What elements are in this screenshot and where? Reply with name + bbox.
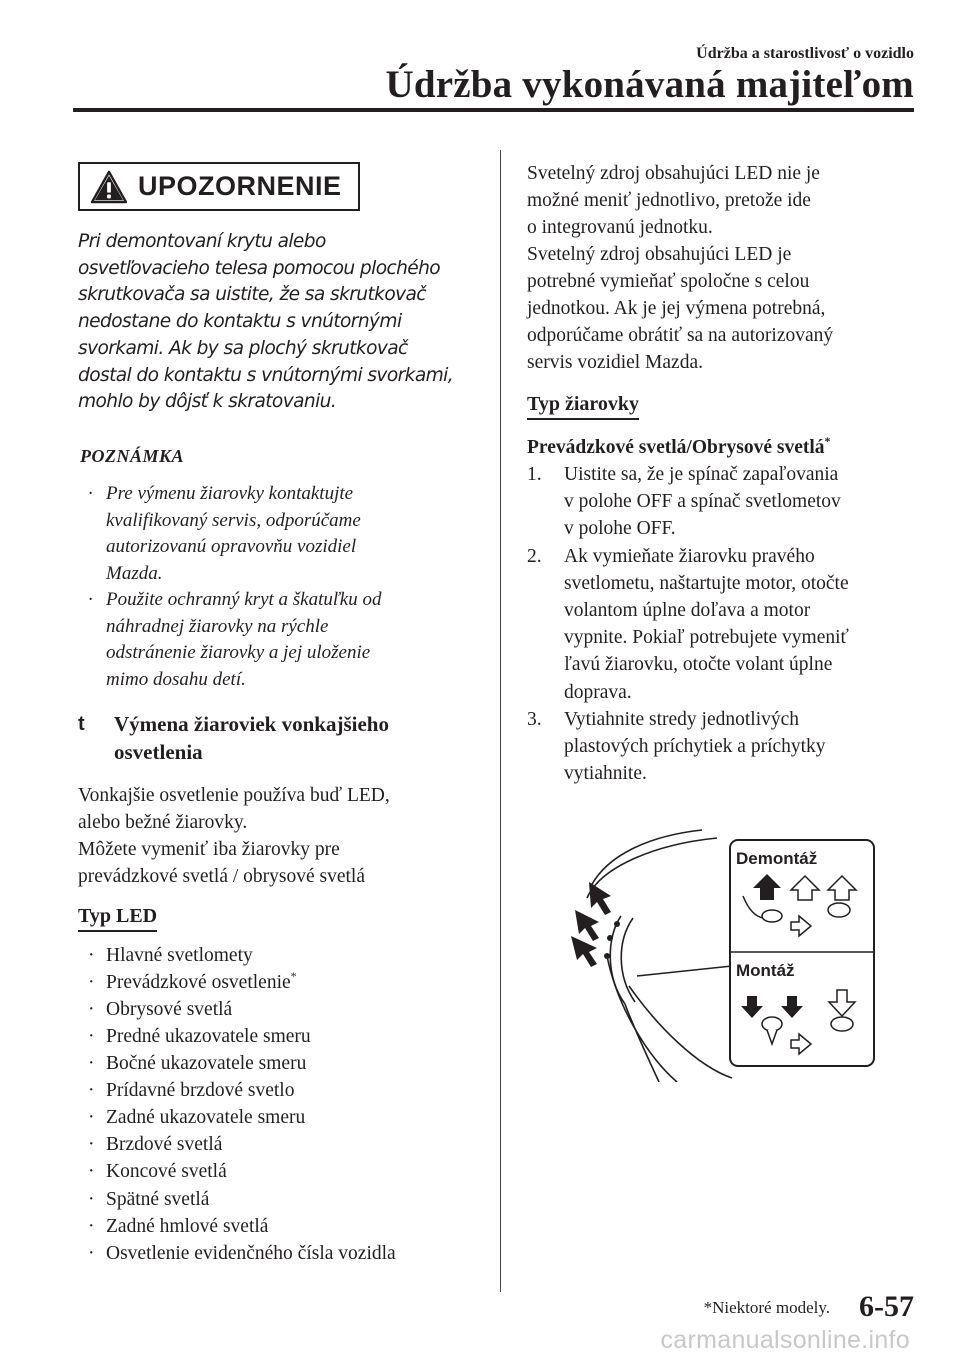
text-line: možné meniť jednotlivo, pretože ide bbox=[527, 190, 811, 211]
note-line: autorizovanú opravovňu vozidiel bbox=[106, 536, 357, 558]
led-list-item bbox=[78, 1158, 478, 1185]
text-line: potrebné vymieňať spoločne s celou bbox=[527, 271, 810, 292]
led-item-text: Bočné ukazovatele smeru bbox=[106, 1053, 307, 1075]
right-column bbox=[527, 160, 917, 787]
note-line: Použite ochranný kryt a škatuľku od bbox=[106, 589, 382, 611]
led-item-text: Hlavné svetlomety bbox=[106, 944, 253, 966]
step-line: vypnite. Pokiaľ potrebujete vymeniť bbox=[564, 627, 849, 649]
text-line: Vonkajšie osvetlenie používa buď LED, bbox=[78, 784, 390, 806]
led-list-item bbox=[78, 1104, 478, 1131]
bulb-paragraph bbox=[78, 836, 478, 890]
bullet: · bbox=[88, 1188, 95, 1210]
warning-line: dostal do kontaktu s vnútornými svorkami, bbox=[78, 364, 454, 386]
led-item-text: Osvetlenie evidenčného čísla vozidla bbox=[106, 1242, 396, 1264]
led-list-item bbox=[78, 1131, 478, 1158]
footnote: *Niektoré modely. bbox=[703, 1298, 830, 1317]
led-item-text: Koncové svetlá bbox=[106, 1161, 227, 1183]
warning-line: svorkami. Ak by sa plochý skrutkovač bbox=[78, 337, 408, 359]
bullet: · bbox=[88, 1053, 95, 1075]
step-line: Vytiahnite stredy jednotlivých bbox=[564, 708, 800, 730]
bullet: · bbox=[88, 1025, 95, 1047]
column-divider bbox=[500, 150, 501, 1292]
note-line: odstránenie žiarovky a jej uloženie bbox=[106, 642, 371, 664]
warning-line: nedostane do kontaktu s vnútornými bbox=[78, 311, 402, 333]
footnote-asterisk: * bbox=[290, 968, 297, 983]
remove-label: Demontáž bbox=[736, 849, 818, 868]
text-line: Môžete vymeniť iba žiarovky pre bbox=[78, 838, 340, 860]
text-line: servis vozidiel Mazda. bbox=[527, 352, 703, 373]
procedure-step bbox=[527, 461, 917, 543]
led-list-item bbox=[78, 942, 478, 969]
led-item-text: Zadné hmlové svetlá bbox=[106, 1215, 269, 1237]
led-item-text: Spätné svetlá bbox=[106, 1188, 210, 1210]
step-line: Uistite sa, že je spínač zapaľovania bbox=[564, 464, 839, 485]
procedure-heading-text: Prevádzkové svetlá/Obrysové svetlá bbox=[527, 437, 825, 458]
section-marker: t bbox=[78, 712, 85, 735]
warning-box bbox=[78, 162, 360, 211]
bullet: · bbox=[88, 1215, 95, 1237]
note-line: kvalifikovaný servis, odporúčame bbox=[106, 509, 361, 531]
led-item-text: Predné ukazovatele smeru bbox=[106, 1025, 311, 1047]
led-item-text: Brzdové svetlá bbox=[106, 1134, 223, 1156]
note-item bbox=[78, 587, 478, 693]
page-title: Údržba vykonávaná majiteľom bbox=[385, 63, 914, 106]
step-line: plastových príchytiek a príchytky bbox=[564, 736, 826, 758]
warning-line: mohlo by dôjsť k skratovaniu. bbox=[78, 391, 337, 413]
warning-line: osvetľovacieho telesa pomocou plochého bbox=[78, 257, 441, 279]
step-line: doprava. bbox=[564, 681, 632, 703]
led-info-paragraph bbox=[527, 160, 917, 241]
watermark: carmanualsonline.info bbox=[660, 1326, 910, 1354]
bullet: · bbox=[88, 1161, 95, 1183]
step-line: volantom úplne doľava a motor bbox=[564, 600, 811, 622]
led-list-item bbox=[78, 996, 478, 1023]
section-title-line: osvetlenia bbox=[114, 739, 203, 764]
text-line: odporúčame obrátiť sa na autorizovaný bbox=[527, 325, 834, 346]
clip-removal-illustration bbox=[567, 826, 879, 1082]
note-item bbox=[78, 481, 478, 587]
text-line: o integrovanú jednotku. bbox=[527, 217, 713, 238]
note-list bbox=[78, 481, 478, 694]
led-list-item bbox=[78, 1240, 478, 1267]
procedure-steps bbox=[527, 461, 917, 787]
page-number: 6-57 bbox=[859, 1290, 914, 1323]
header-rule bbox=[73, 108, 914, 112]
step-line: Ak vymieňate žiarovku pravého bbox=[564, 545, 815, 567]
step-number: 1. bbox=[527, 464, 542, 485]
step-number: 3. bbox=[527, 708, 542, 730]
clip-dots bbox=[604, 921, 620, 959]
led-item-text: Zadné ukazovatele smeru bbox=[106, 1107, 306, 1129]
step-line: v polohe OFF. bbox=[564, 518, 676, 540]
procedure-step bbox=[527, 543, 917, 706]
led-list-item bbox=[78, 1050, 478, 1077]
step-line: svetlometu, naštartujte motor, otočte bbox=[564, 572, 849, 594]
bullet: · bbox=[88, 1080, 95, 1102]
led-list-item bbox=[78, 1213, 478, 1240]
led-list-item bbox=[78, 969, 478, 996]
text-line: Svetelný zdroj obsahujúci LED je bbox=[527, 244, 792, 265]
note-title: POZNÁMKA bbox=[80, 445, 185, 466]
step-line: vytiahnite. bbox=[564, 763, 647, 785]
clip-instruction-panel bbox=[730, 840, 874, 1066]
warning-line: skrutkovača sa uistite, že sa skrutkovač bbox=[78, 284, 426, 306]
text-line: alebo bežné žiarovky. bbox=[78, 811, 248, 833]
chapter-title: Údržba a starostlivosť o vozidlo bbox=[696, 45, 914, 62]
led-item-text: Prevádzkové osvetlenie bbox=[106, 971, 291, 993]
step-line: ľavú žiarovku, otočte volant úplne bbox=[564, 654, 833, 676]
footnote-asterisk: * bbox=[824, 434, 831, 448]
warning-label: UPOZORNENIE bbox=[138, 171, 342, 201]
intro-paragraph bbox=[78, 782, 478, 836]
section-heading bbox=[78, 710, 478, 766]
text-line: prevádzkové svetlá / obrysové svetlá bbox=[78, 865, 365, 887]
led-replace-paragraph bbox=[527, 241, 917, 376]
led-list-item bbox=[78, 1186, 478, 1213]
procedure-heading bbox=[527, 434, 917, 461]
bullet: · bbox=[88, 1134, 95, 1156]
step-number: 2. bbox=[527, 545, 542, 567]
led-list-item bbox=[78, 1077, 478, 1104]
bulb-type-heading: Typ žiarovky bbox=[527, 392, 639, 420]
bullet: · bbox=[88, 589, 93, 611]
led-item-text: Prídavné brzdové svetlo bbox=[106, 1080, 295, 1102]
bullet: · bbox=[88, 998, 95, 1020]
led-type-heading: Typ LED bbox=[78, 904, 157, 932]
install-label: Montáž bbox=[736, 961, 795, 980]
step-line: v polohe OFF a spínač svetlometov bbox=[564, 491, 841, 513]
note-line: mimo dosahu detí. bbox=[106, 669, 246, 691]
bullet: · bbox=[88, 944, 95, 966]
warning-line: Pri demontovaní krytu alebo bbox=[78, 231, 326, 252]
note-line: Mazda. bbox=[106, 562, 163, 584]
bullet: · bbox=[88, 1107, 95, 1129]
led-list bbox=[78, 942, 478, 1267]
note-line: náhradnej žiarovky na rýchle bbox=[106, 615, 329, 637]
warning-text bbox=[78, 229, 478, 416]
text-line: Svetelný zdroj obsahujúci LED nie je bbox=[527, 163, 820, 184]
warning-triangle-icon bbox=[90, 170, 128, 204]
text-line: jednotkou. Ak je jej výmena potrebná, bbox=[527, 298, 826, 319]
led-list-item bbox=[78, 1023, 478, 1050]
bullet: · bbox=[88, 482, 93, 504]
procedure-step bbox=[527, 706, 917, 788]
left-column bbox=[78, 162, 478, 1267]
section-title-line: Výmena žiaroviek vonkajšieho bbox=[114, 711, 389, 736]
led-item-text: Obrysové svetlá bbox=[106, 998, 233, 1020]
bullet: · bbox=[88, 1242, 95, 1264]
bullet: · bbox=[88, 971, 95, 993]
note-line: Pre výmenu žiarovky kontaktujte bbox=[106, 482, 354, 504]
